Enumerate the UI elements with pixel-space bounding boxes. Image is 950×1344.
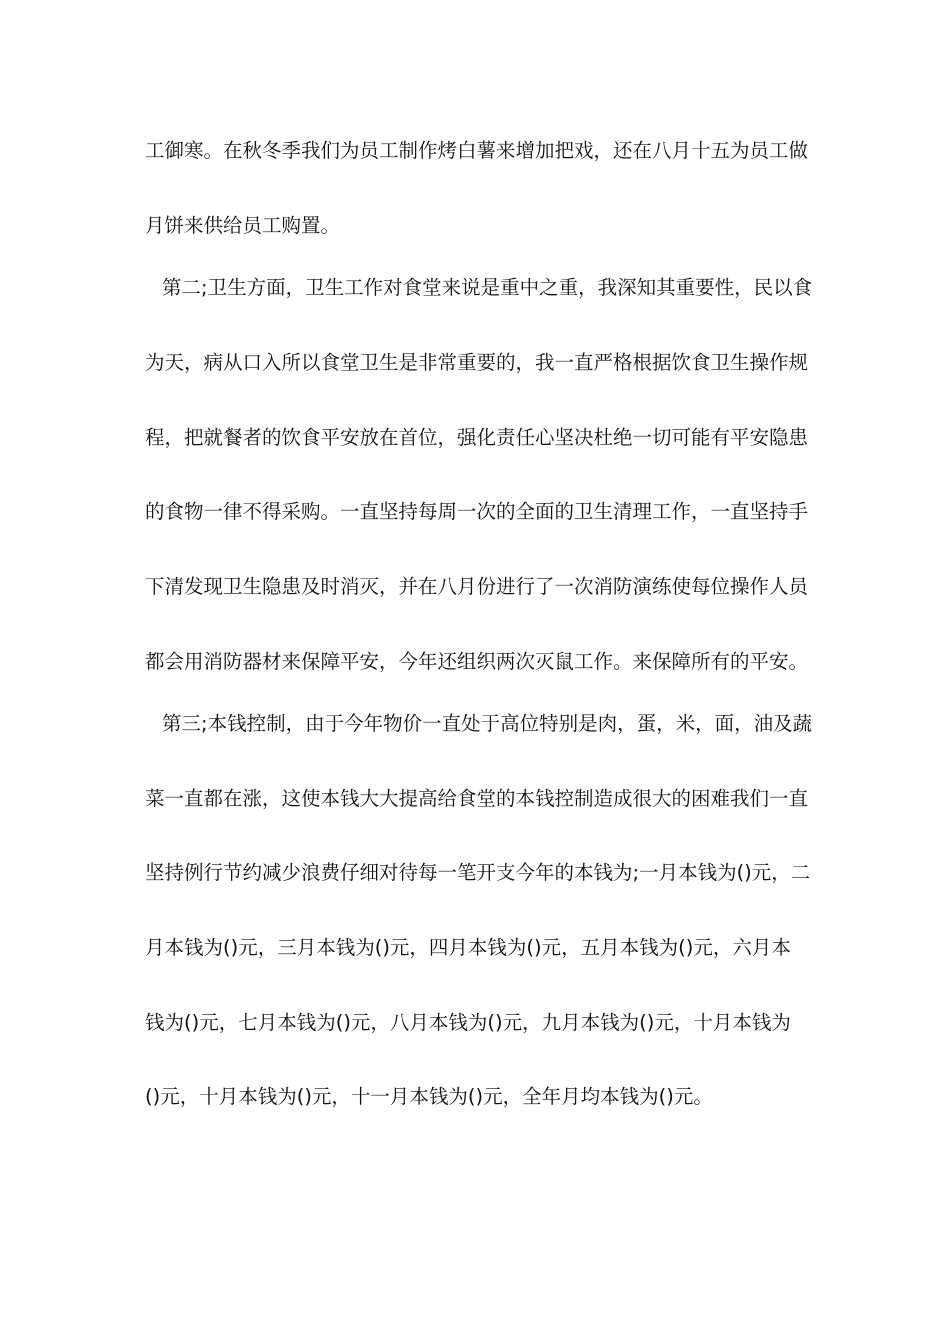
text-line: 下清发现卫生隐患及时消灭，并在八月份进行了一次消防演练使每位操作人员 — [145, 575, 809, 598]
text-line: 月饼来供给员工购置。 — [145, 214, 341, 237]
text-line: 坚持例行节约减少浪费仔细对待每一笔开支今年的本钱为;一月本钱为()元，二 — [145, 861, 811, 884]
text-line: ()元，十月本钱为()元，十一月本钱为()元，全年月均本钱为()元。 — [145, 1085, 713, 1108]
text-line: 都会用消防器材来保障平安，今年还组织两次灭鼠工作。来保障所有的平安。 — [145, 650, 809, 673]
text-line: 钱为()元，七月本钱为()元，八月本钱为()元，九月本钱为()元，十月本钱为 — [145, 1011, 791, 1034]
text-line: 程，把就餐者的饮食平安放在首位，强化责任心坚决杜绝一切可能有平安隐患 — [145, 426, 809, 449]
text-line: 月本钱为()元，三月本钱为()元，四月本钱为()元，五月本钱为()元，六月本 — [145, 936, 791, 959]
paragraph-start-line: 第二;卫生方面，卫生工作对食堂来说是重中之重，我深知其重要性，民以食 — [162, 276, 813, 299]
paragraph-start-line: 第三;本钱控制，由于今年物价一直处于高位特别是肉，蛋，米，面，油及蔬 — [162, 712, 813, 735]
text-line: 工御寒。在秋冬季我们为员工制作烤白薯来增加把戏，还在八月十五为员工做 — [145, 139, 809, 162]
text-line: 的食物一律不得采购。一直坚持每周一次的全面的卫生清理工作，一直坚持手 — [145, 500, 809, 523]
text-line: 为天，病从口入所以食堂卫生是非常重要的，我一直严格根据饮食卫生操作规 — [145, 351, 809, 374]
text-line: 菜一直都在涨，这使本钱大大提高给食堂的本钱控制造成很大的困难我们一直 — [145, 787, 809, 810]
